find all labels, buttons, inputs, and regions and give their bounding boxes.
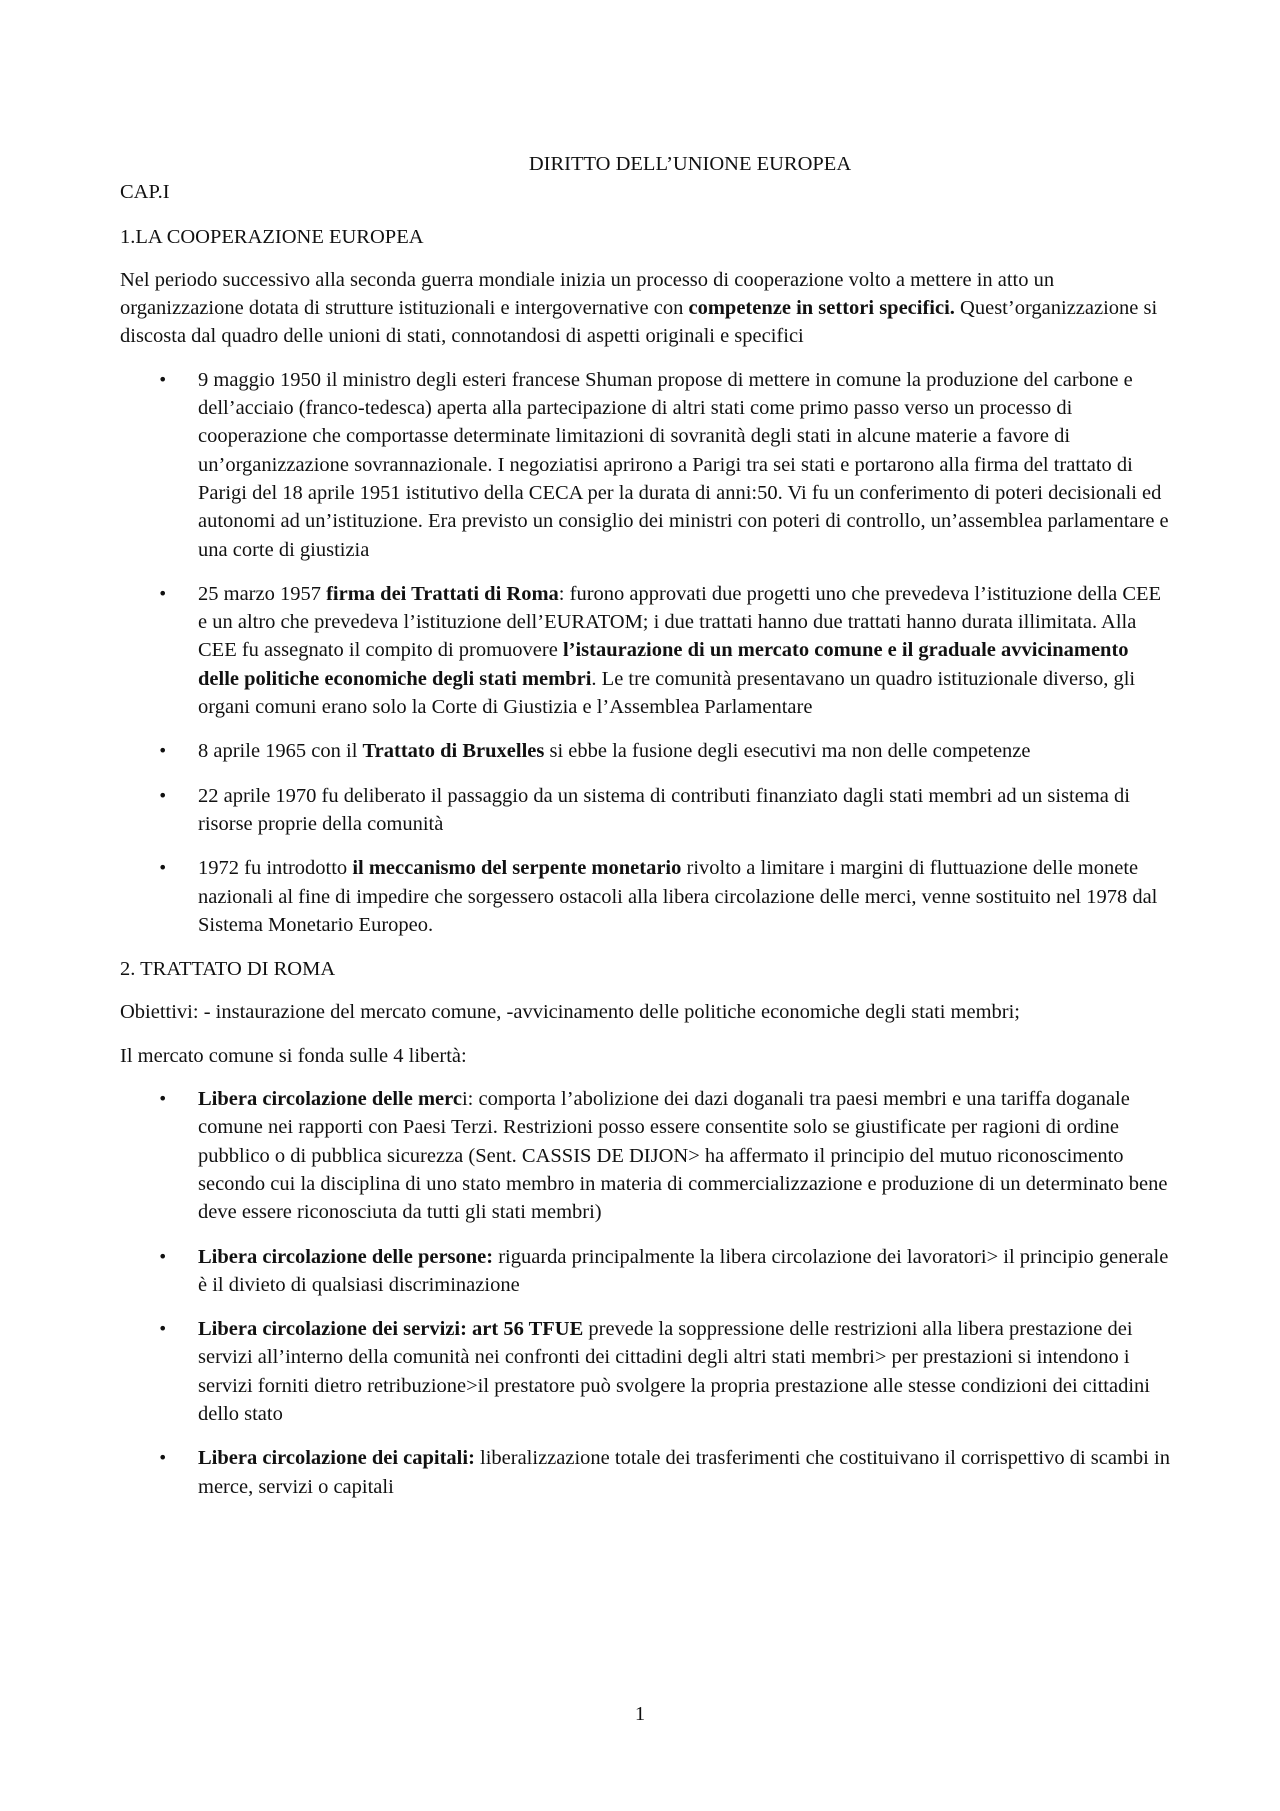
document-body: [120, 150, 1170, 1517]
bullet-icon: •: [158, 1319, 168, 1339]
history-bullet-list: [120, 366, 1170, 939]
list-item-text: i: comporta l’abolizione dei dazi doganali tra paesi membri e una tariffa doganale comune nei rapporti con Paesi Terzi. Restrizioni posso essere consentite solo se giustificate per ragioni di ordine pubblico o di pubblica sicurezza (Sent. CASSIS DE DIJON> ha affermato il principio del mutuo riconoscimento secondo cui la disciplina di uno stato membro in materia di commercializzazione e produzione di un determinato bene deve essere riconosciuta da tutti gli stati membri): [198, 1088, 1168, 1224]
list-item-bold: firma dei Trattati di Roma: [326, 582, 559, 605]
chapter-label: CAP.I: [120, 181, 170, 204]
intro-bold: competenze in settori specifici.: [688, 297, 955, 320]
list-item-1970: [120, 782, 1170, 839]
list-item-capitali: [120, 1444, 1170, 1501]
list-item-text: 8 aprile 1965 con il: [198, 740, 363, 763]
list-item-text: 9 maggio 1950 il ministro degli esteri francese Shuman propose di mettere in comune la produzione del carbone e dell’acciaio (franco-tedesca) aperta alla partecipazione di altri stati come primo passo verso un processo di cooperazione che comportasse determinate limitazioni di sovranità degli stati in alcune materie a favore di un’organizzazione sovrannazionale. I negoziatisi aprirono a Parigi tra sei stati e portarono alla firma del trattato di Parigi del 18 aprile 1951 istitutivo della CECA per la durata di anni:50. Vi fu un conferimento di poteri decisionali ed autonomi ad un’istituzione. Era previsto un consiglio dei ministri con poteri di controllo, un’assemblea parlamentare e una corte di giustizia: [198, 368, 1169, 561]
intro-paragraph: [120, 266, 1170, 351]
bullet-icon: •: [158, 1448, 168, 1468]
list-item-bold: Libera circolazione dei servizi: art 56 TFUE: [198, 1318, 584, 1341]
bullet-icon: •: [158, 583, 168, 603]
intro-text-2: Quest’organizzazione si discosta dal quadro delle unioni di stati, connotandosi di aspetti originali e specifici: [120, 297, 1158, 348]
list-item-text: riguarda principalmente la libera circolazione dei lavoratori> il principio generale è il divieto di qualsiasi discriminazione: [198, 1245, 1169, 1296]
bullet-icon: •: [158, 369, 168, 389]
bullet-icon: •: [158, 741, 168, 761]
bullet-icon: •: [158, 1246, 168, 1266]
list-item-bold: Libera circolazione delle merc: [198, 1088, 462, 1111]
list-item-1950: [120, 366, 1170, 564]
list-item-text: rivolto a limitare i margini di fluttuazione delle monete nazionali al fine di impedire che sorgessero ostacoli alla libera circolazione delle merci, venne sostituito nel 1978 dal Sistema Monetario Europeo.: [198, 857, 1158, 936]
list-item-bold: Libera circolazione delle persone:: [198, 1245, 494, 1268]
list-item-text: 25 marzo 1957: [198, 582, 327, 605]
list-item-1965: [120, 737, 1170, 765]
bullet-icon: •: [158, 858, 168, 878]
list-item-text: liberalizzazione totale dei trasferimenti che costituivano il corrispettivo di scambi in merce, servizi o capitali: [198, 1447, 1170, 1498]
page-number: 1: [634, 1703, 646, 1725]
list-item-text: . Le tre comunità presentavano un quadro istituzionale diverso, gli organi comuni erano solo la Corte di Giustizia e l’Assemblea Parlamentare: [198, 667, 1136, 719]
list-item-bold: l’istaurazione di un mercato comune e il graduale avvicinamento delle politiche economiche degli stati membri: [198, 639, 1129, 690]
list-item-text: prevede la soppressione delle restrizioni alla libera prestazione dei servizi all’interno della comunità nei confronti dei cittadini degli altri stati membri> per prestazioni si intendono i servizi forniti dietro retribuzione>il prestatore può svolgere la propria prestazione alle stesse condizioni dei cittadini dello stato: [198, 1318, 1150, 1425]
list-item-servizi: [120, 1315, 1170, 1428]
freedoms-intro: Il mercato comune si fonda sulle 4 libertà:: [120, 1044, 467, 1067]
bullet-icon: •: [158, 1089, 168, 1109]
list-item-bold: Libera circolazione dei capitali:: [198, 1447, 475, 1470]
list-item-text: : furono approvati due progetti uno che prevedeva l’istituzione della CEE e un altro che prevedeva l’istituzione dell’EURATOM; i due trattati hanno due trattati hanno durata illimitata. Alla CEE fu assegnato il compito di promuovere: [198, 582, 1162, 662]
list-item-bold: Trattato di Bruxelles: [362, 740, 545, 763]
section-heading-cooperazione: 1.LA COOPERAZIONE EUROPEA: [120, 225, 424, 248]
list-item-text: 22 aprile 1970 fu deliberato il passaggio da un sistema di contributi finanziato dagli stati membri ad un sistema di risorse proprie della comunità: [198, 784, 1130, 835]
document-title: DIRITTO DELL’UNIONE EUROPEA: [528, 153, 852, 175]
list-item-merci: [120, 1085, 1170, 1226]
list-item-persone: [120, 1243, 1170, 1300]
intro-text-1: Nel periodo successivo alla seconda guerra mondiale inizia un processo di cooperazione volto a mettere in atto un organizzazione dotata di strutture istituzionali e intergovernative con: [120, 268, 1055, 320]
list-item-text: 1972 fu introdotto: [198, 857, 353, 880]
section-heading-trattato-roma: 2. TRATTATO DI ROMA: [120, 958, 336, 981]
list-item-text: si ebbe la fusione degli esecutivi ma non delle competenze: [544, 740, 1031, 763]
freedoms-bullet-list: [120, 1085, 1170, 1501]
list-item-1957: [120, 580, 1170, 721]
bullet-icon: •: [158, 785, 168, 805]
list-item-bold: il meccanismo del serpente monetario: [352, 857, 682, 880]
objectives-paragraph: Obiettivi: - instaurazione del mercato comune, -avvicinamento delle politiche economiche degli stati membri;: [120, 1001, 1020, 1024]
list-item-1972: [120, 854, 1170, 939]
